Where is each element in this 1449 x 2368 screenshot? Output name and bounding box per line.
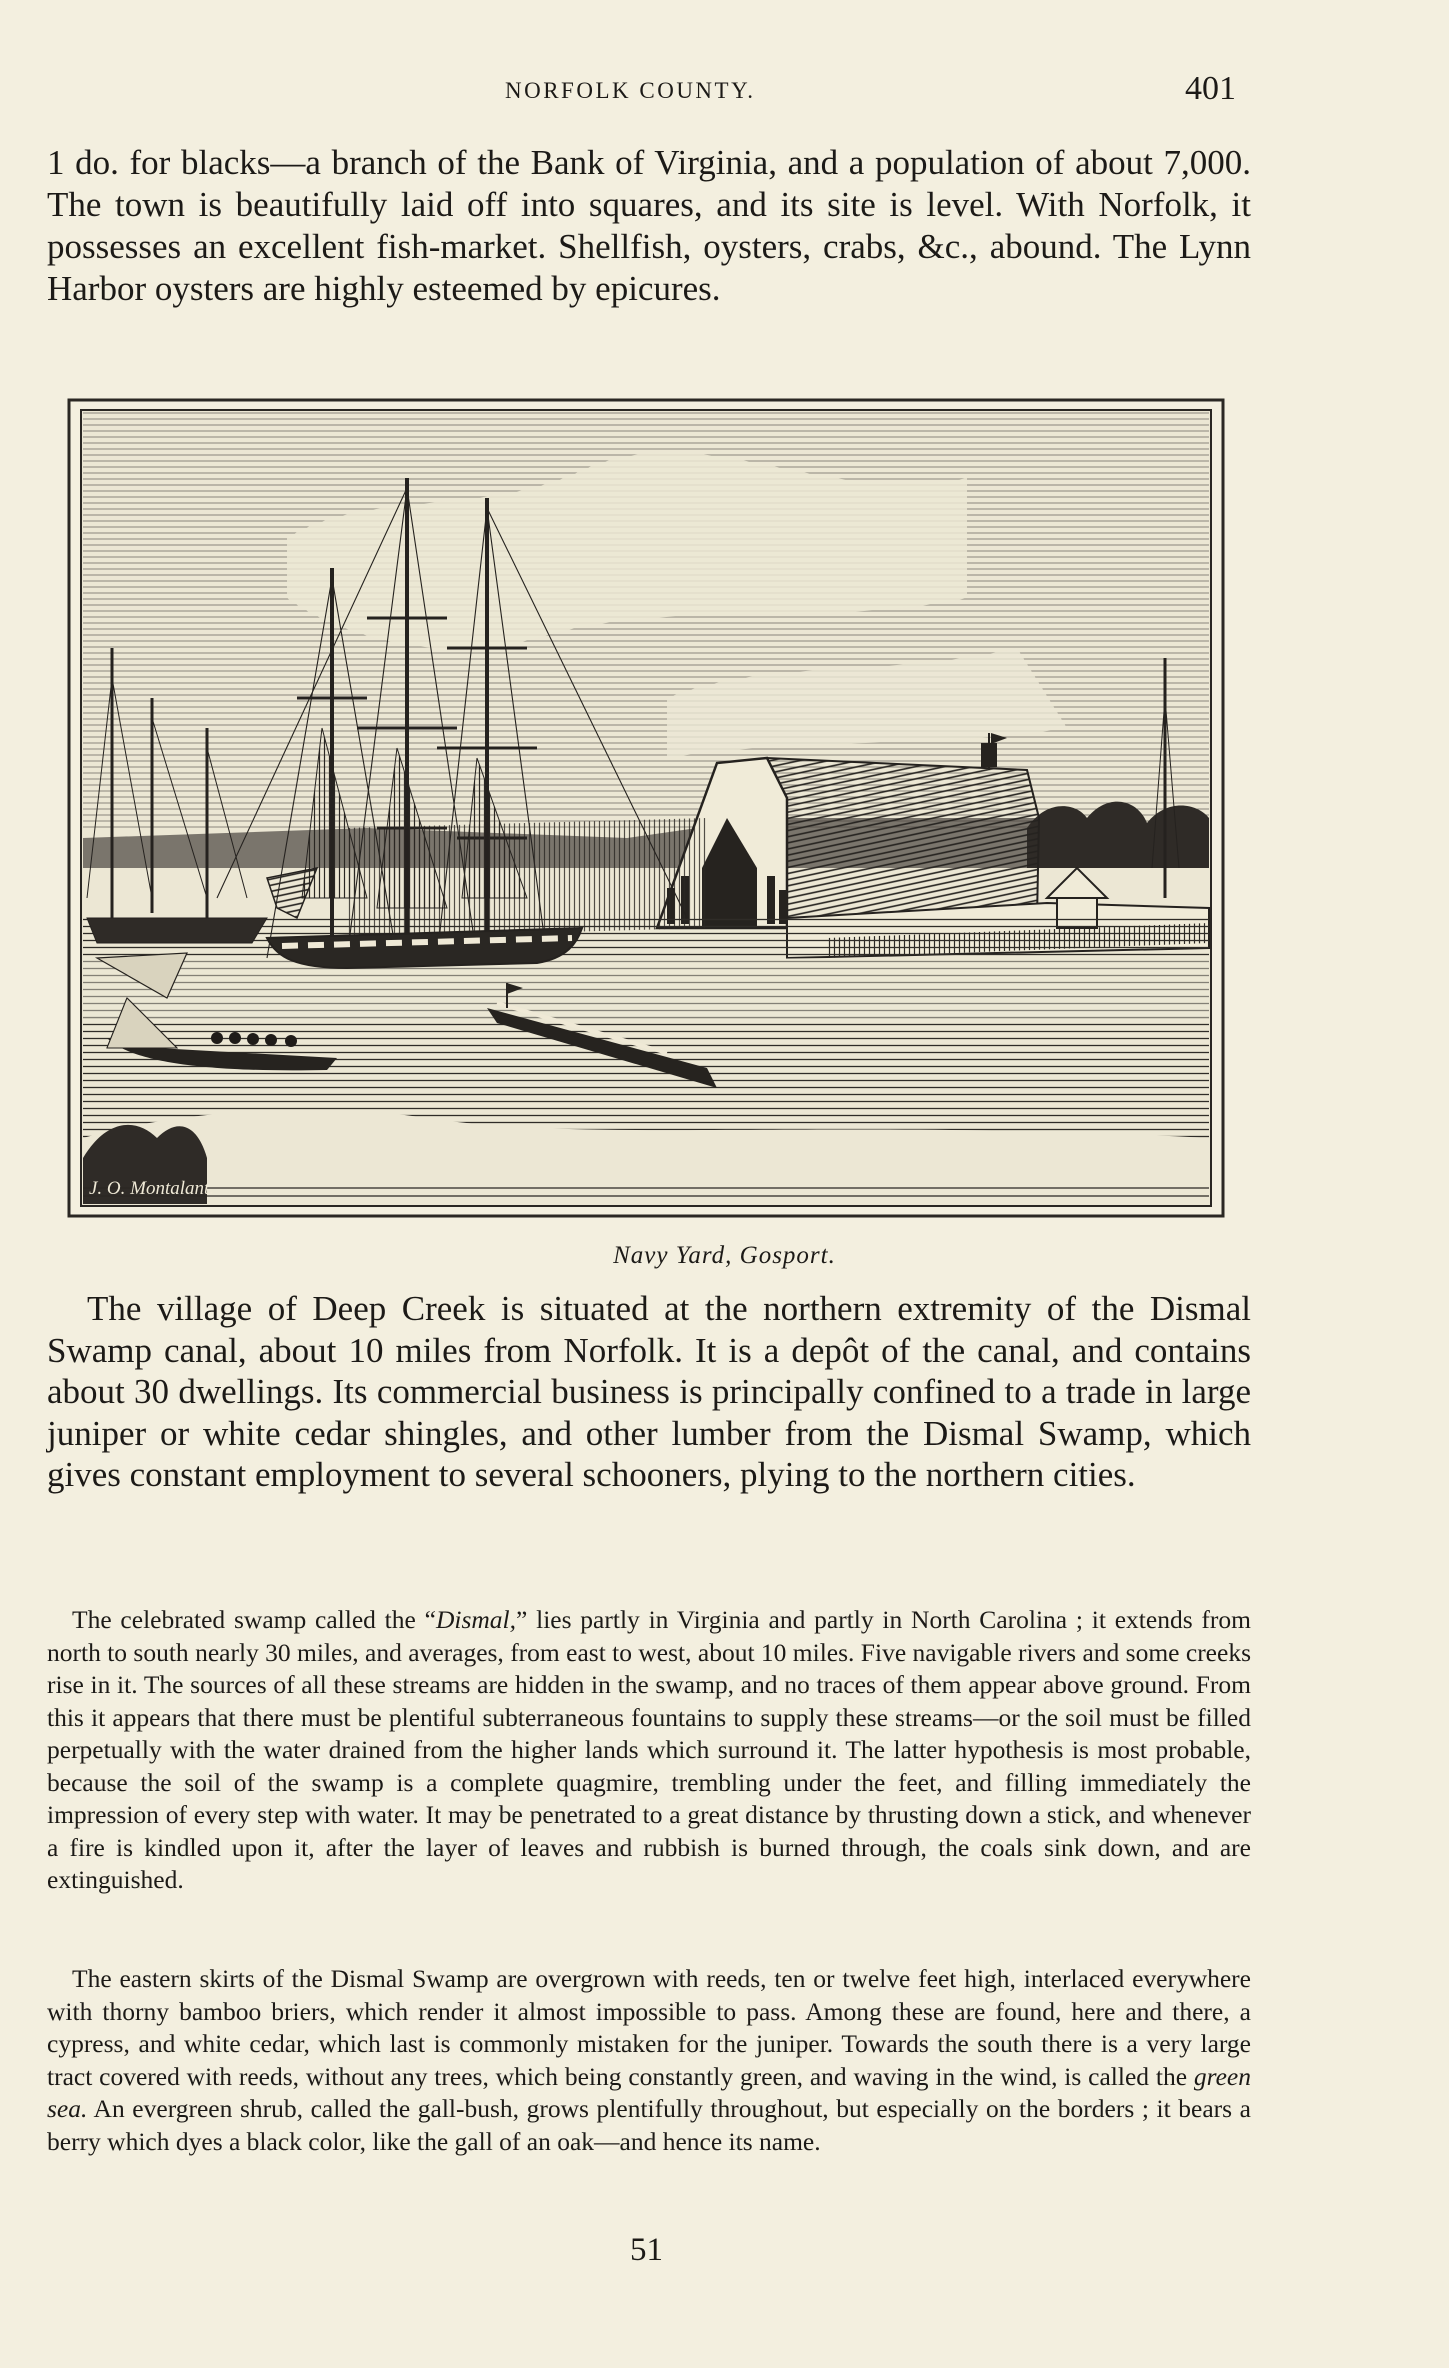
paragraph-norfolk-continued: 1 do. for blacks—a branch of the Bank of Virginia, and a population of about 7,000. The town is beautifully laid off into squares, and its site is level. With Norfolk, it possesses an excellent fish-market. Shellfish, oysters, crabs, &c., abound. The Lynn Harbor oysters are highly esteemed by epicures. — [47, 143, 1251, 308]
running-head — [0, 70, 1449, 110]
engraving-navy-yard — [67, 398, 1225, 1218]
page-number: 401 — [1185, 70, 1236, 107]
dismal-name: Dismal, — [435, 1605, 516, 1634]
signature-mark: 51 — [630, 2232, 663, 2268]
paragraph-dismal-swamp — [47, 1604, 1251, 1897]
paragraph-deep-creek: The village of Deep Creek is situated at the northern extremity of the Dismal Swamp canal, about 10 miles from Norfolk. It is a depôt of the canal, and contains about 30 dwellings. Its commercial business is principally confined to a trade in large juniper or white cedar shingles, and other lumber from the Dismal Swamp, which gives constant employment to several schooners, plying to the northern cities. — [47, 1289, 1251, 1494]
eastern-lead: The eastern skirts of the Dismal Swamp are overgrown with reeds, ten or twelve feet high, interlaced everywhere with thorny bamboo briers, which render it almost impossible to pass. Among these are found, here and there, a cypress, and white cedar, which last is commonly mistaken for the juniper. Towards the south there is a very large tract covered with reeds, without any trees, which being constantly green, and waving in the wind, is called the — [47, 1964, 1251, 2091]
figure-caption: Navy Yard, Gosport. — [613, 1242, 836, 1269]
engraving-illustration — [67, 398, 1225, 1218]
eastern-rest: An evergreen shrub, called the gall-bush, grows plentifully throughout, but especially on the borders ; it bears a berry which dyes a black color, like the gall of an oak—and hence its name. — [47, 2094, 1251, 2156]
running-title: NORFOLK COUNTY. — [505, 78, 756, 103]
dismal-lead: The celebrated swamp called the “ — [72, 1605, 436, 1634]
dismal-rest: ” lies partly in Virginia and partly in North Carolina ; it extends from north to south nearly 30 miles, and averages, from east to west, about 10 miles. Five navigable rivers and some creeks rise in it. The sources of all these streams are hidden in the swamp, and no traces of them appear above ground. From this it appears that there must be plentiful subterraneous fountains to supply these streams—or the soil must be filled perpetually with the water drained from the higher lands which surround it. The latter hypothesis is most probable, because the soil of the swamp is a complete quagmire, trembling under the feet, and filling immediately the impression of every step with water. It may be penetrated to a great distance by thrusting down a stick, and whenever a fire is kindled upon it, after the layer of leaves and rubbish is burned through, the coals sink down, and are extinguished. — [47, 1605, 1251, 1894]
engraving-trees — [1027, 802, 1209, 868]
paragraph-eastern-skirts — [47, 1963, 1251, 2158]
green-sea-term: green sea. — [47, 2061, 1251, 2123]
engraver-signature: J. O. Montalant. — [89, 1178, 215, 1199]
